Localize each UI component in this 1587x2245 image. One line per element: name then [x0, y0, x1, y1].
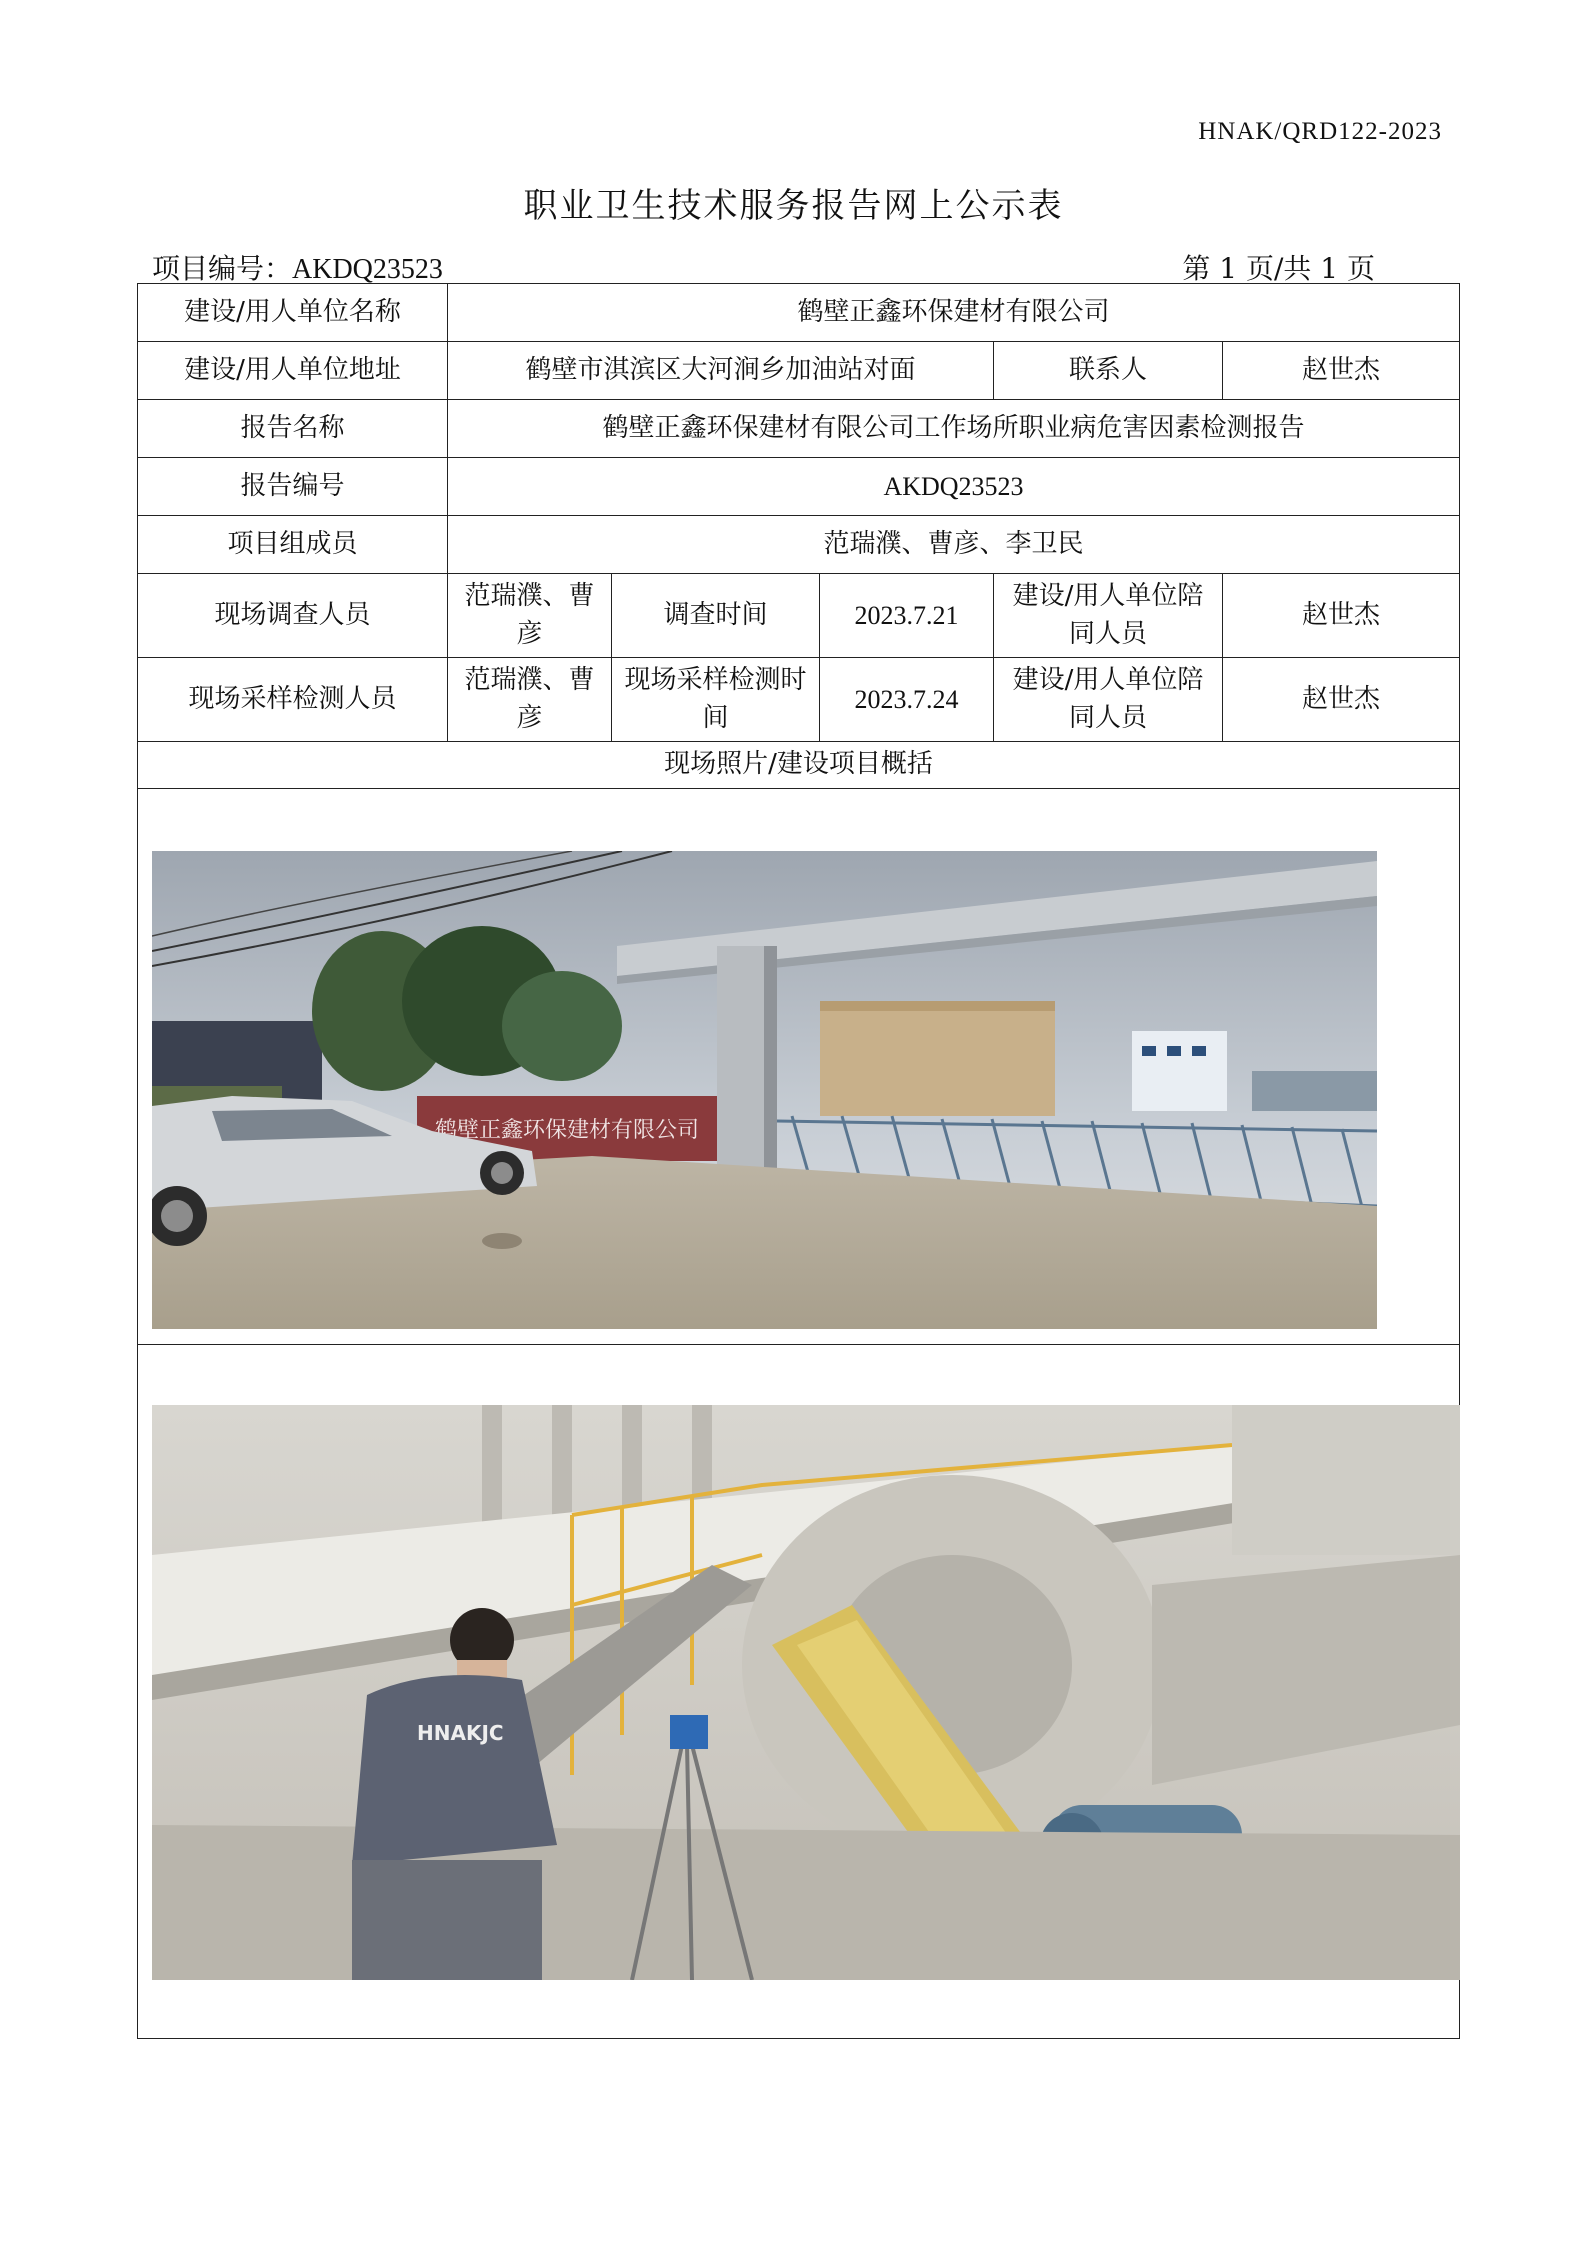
- project-number-label: 项目编号：: [152, 252, 293, 285]
- report-name-value: 鹤壁正鑫环保建材有限公司工作场所职业病危害因素检测报告: [448, 400, 1460, 458]
- photos-section-label: 现场照片/建设项目概括: [138, 742, 1460, 789]
- project-number-value: AKDQ23523: [292, 254, 443, 285]
- table-row: [138, 1345, 1460, 2039]
- sampling-time-value: 2023.7.24: [820, 658, 994, 742]
- survey-accompany-label: 建设/用人单位陪同人员: [994, 574, 1223, 658]
- site-gate-photo: [152, 851, 1377, 1329]
- gate-sign-text: 鹤壁正鑫环保建材有限公司: [434, 1118, 700, 1143]
- survey-time-label: 调查时间: [612, 574, 820, 658]
- table-row: [138, 742, 1460, 789]
- sampling-time-label: 现场采样检测时间: [612, 658, 820, 742]
- survey-staff-value: 范瑞濮、曹彦: [448, 574, 612, 658]
- survey-accompany-value: 赵世杰: [1223, 574, 1460, 658]
- photo-cell-1: [138, 789, 1460, 1345]
- report-name-label: 报告名称: [138, 400, 448, 458]
- page-info: 第 1 页/共 1 页: [1182, 252, 1375, 285]
- unit-name-label: 建设/用人单位名称: [138, 284, 448, 342]
- address-value: 鹤壁市淇滨区大河涧乡加油站对面: [448, 342, 994, 400]
- report-number-value: AKDQ23523: [448, 458, 1460, 516]
- sampling-accompany-value: 赵世杰: [1223, 658, 1460, 742]
- members-label: 项目组成员: [138, 516, 448, 574]
- project-number: [152, 247, 443, 287]
- table-row: [138, 574, 1460, 658]
- page-title: 职业卫生技术服务报告网上公示表: [523, 186, 1064, 226]
- address-label: 建设/用人单位地址: [138, 342, 448, 400]
- table-row: [138, 658, 1460, 742]
- sampling-site-photo: [152, 1405, 1460, 1980]
- jacket-text: HNAKJC: [417, 1721, 504, 1745]
- table-row: [138, 516, 1460, 574]
- table-row: [138, 789, 1460, 1345]
- table-row: [138, 458, 1460, 516]
- report-table: [137, 283, 1460, 2039]
- sampling-accompany-label: 建设/用人单位陪同人员: [994, 658, 1223, 742]
- table-row: [138, 284, 1460, 342]
- report-number-label: 报告编号: [138, 458, 448, 516]
- contact-value: 赵世杰: [1223, 342, 1460, 400]
- unit-name-value: 鹤壁正鑫环保建材有限公司: [448, 284, 1460, 342]
- members-value: 范瑞濮、曹彦、李卫民: [448, 516, 1460, 574]
- photo-cell-2: [138, 1345, 1460, 2039]
- sampling-staff-label: 现场采样检测人员: [138, 658, 448, 742]
- contact-label: 联系人: [994, 342, 1223, 400]
- table-row: [138, 400, 1460, 458]
- sampling-staff-value: 范瑞濮、曹彦: [448, 658, 612, 742]
- document-code: HNAK/QRD122-2023: [1198, 118, 1442, 145]
- survey-time-value: 2023.7.21: [820, 574, 994, 658]
- table-row: [138, 342, 1460, 400]
- survey-staff-label: 现场调查人员: [138, 574, 448, 658]
